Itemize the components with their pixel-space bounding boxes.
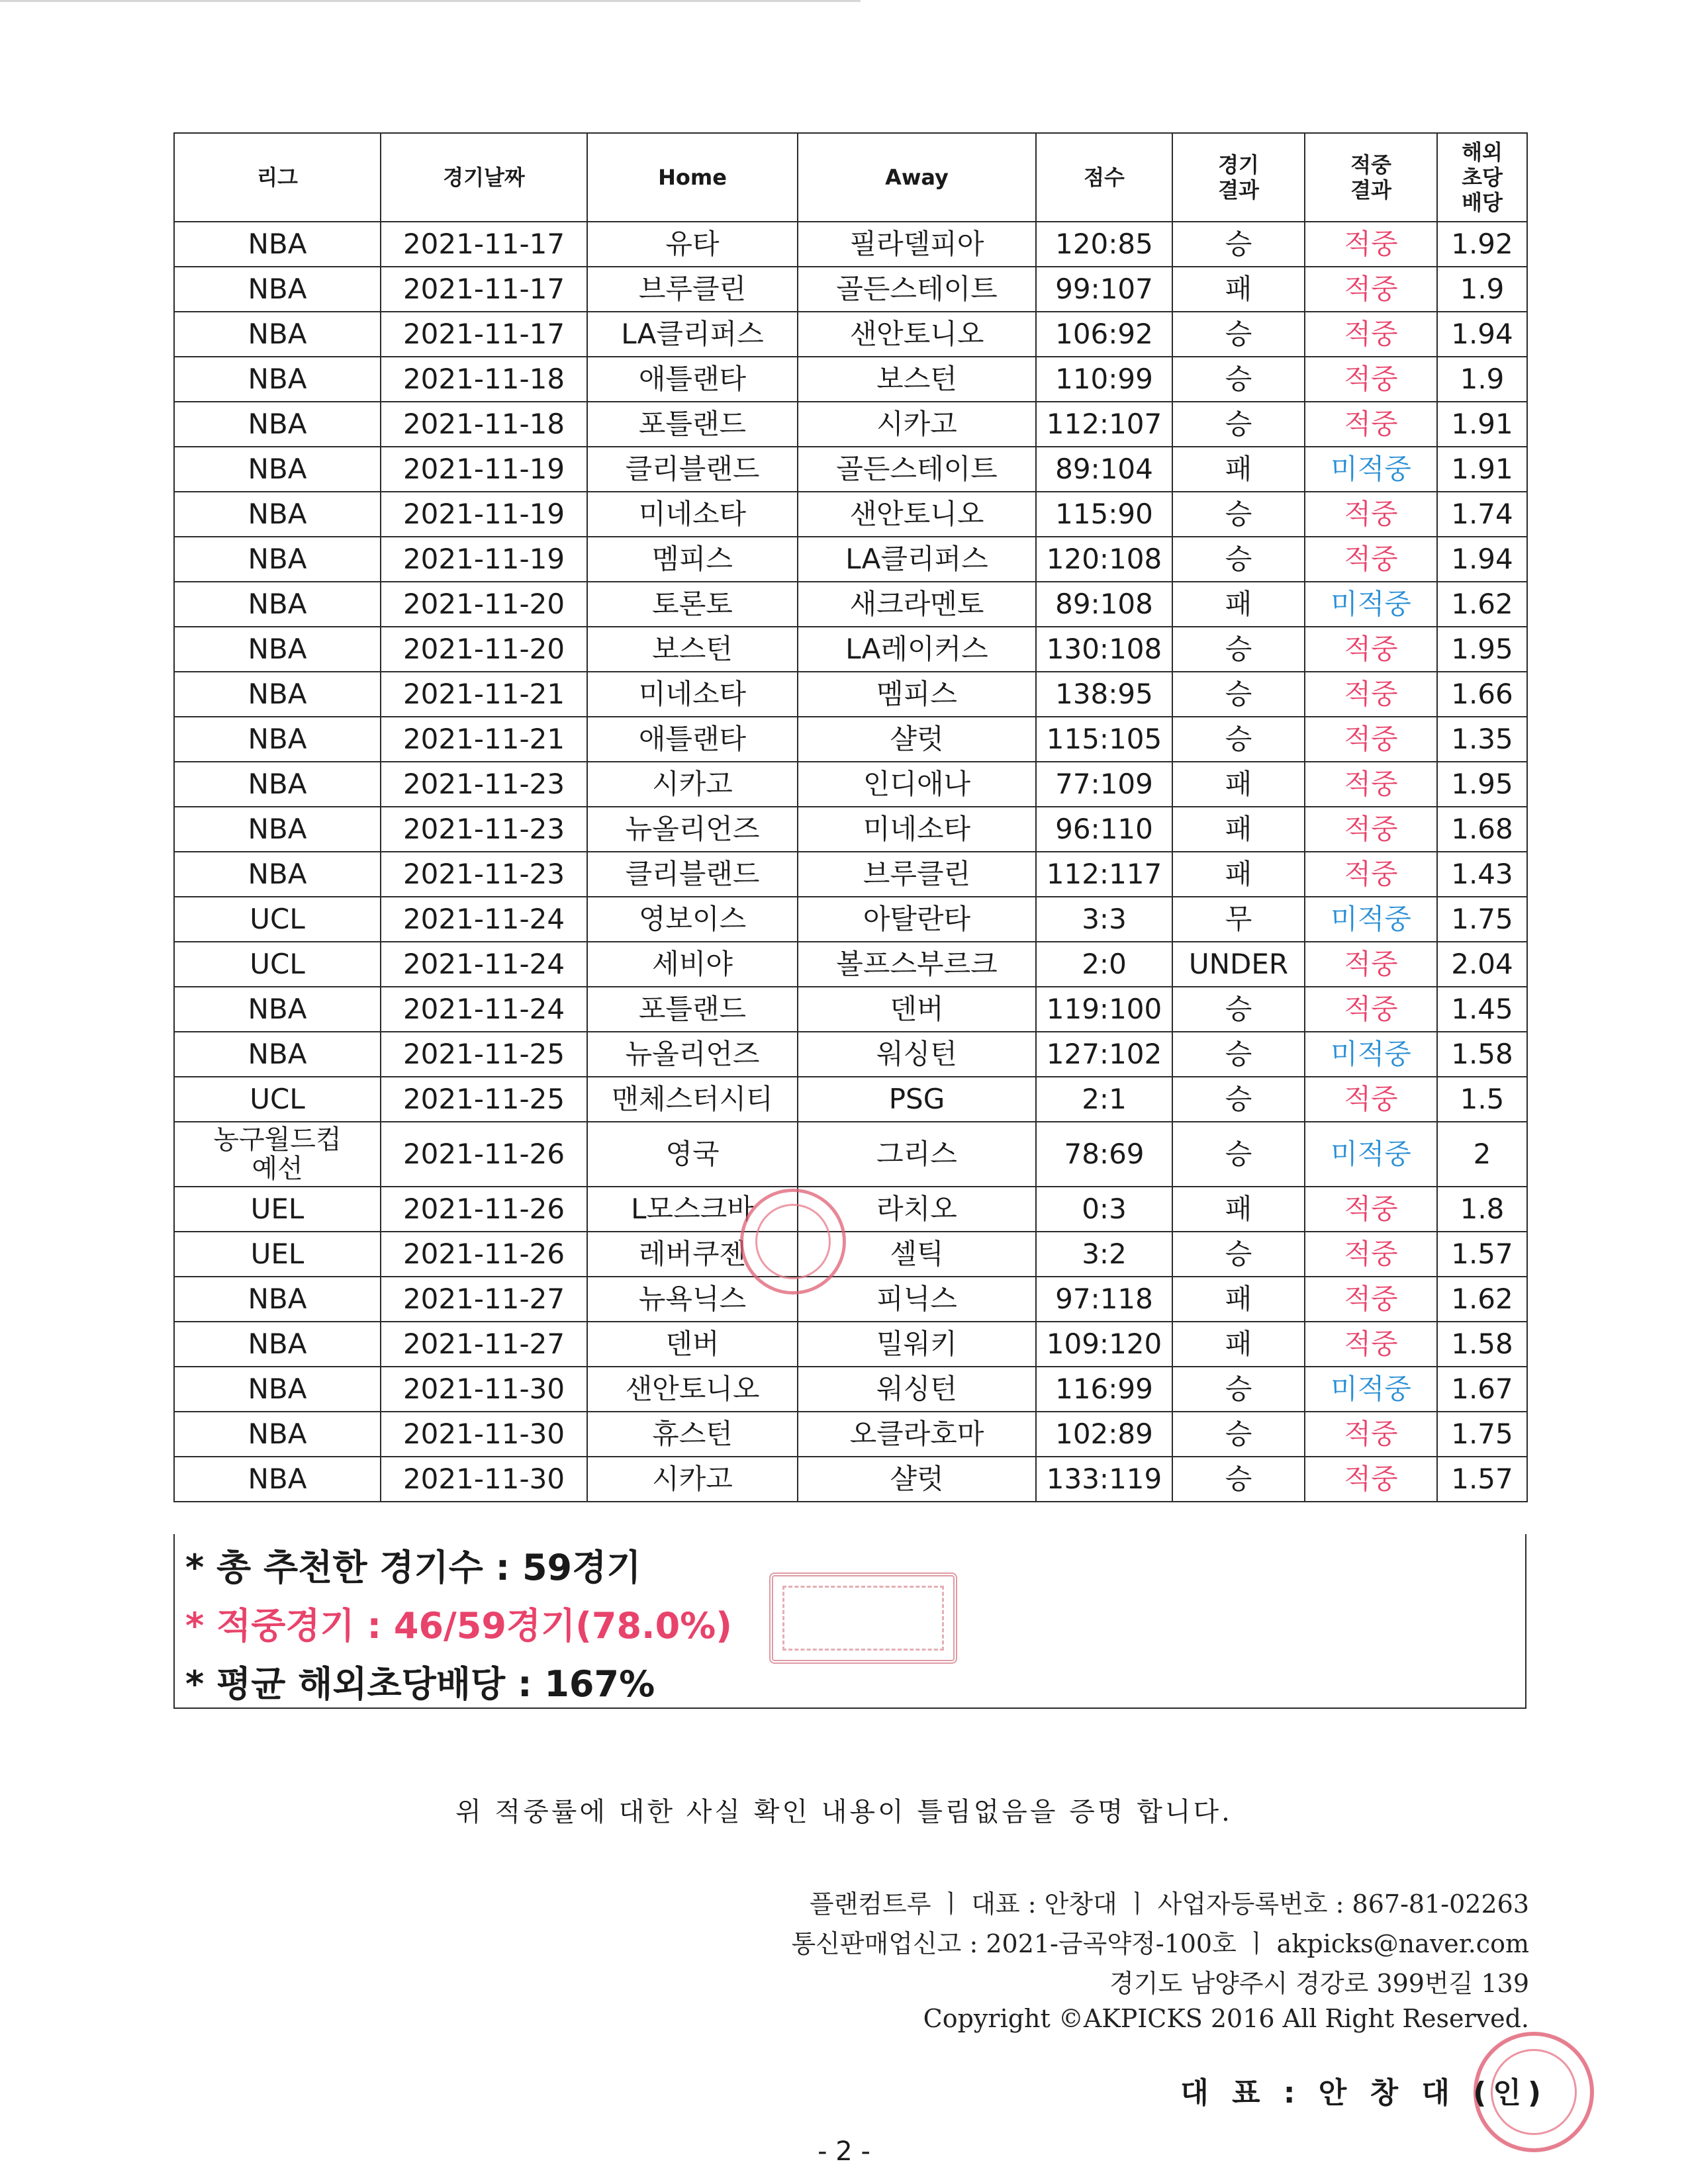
cell-odds: 1.68 — [1437, 807, 1527, 852]
footer-registration-email: 통신판매업신고 : 2021-금곡약정-100호 ㅣ akpicks@naver.com — [791, 1929, 1529, 1958]
cell-date: 2021-11-30 — [381, 1412, 587, 1457]
table-row — [174, 1032, 1527, 1077]
cell-date: 2021-11-26 — [381, 1232, 587, 1277]
cell-hit: 적중 — [1305, 1277, 1437, 1322]
cell-league: NBA — [174, 222, 381, 267]
cell-score: 89:108 — [1036, 582, 1172, 627]
cell-score: 109:120 — [1036, 1322, 1172, 1367]
cell-away: 워싱턴 — [798, 1032, 1036, 1077]
cell-hit: 적중 — [1305, 267, 1437, 312]
cell-league: NBA — [174, 267, 381, 312]
cell-result: 승 — [1172, 402, 1305, 447]
cell-date: 2021-11-21 — [381, 672, 587, 717]
cell-date: 2021-11-25 — [381, 1077, 587, 1122]
cell-result: 패 — [1172, 852, 1305, 897]
cell-hit: 적중 — [1305, 762, 1437, 807]
table-row — [174, 1322, 1527, 1367]
cell-odds: 1.58 — [1437, 1322, 1527, 1367]
cell-score: 3:3 — [1036, 897, 1172, 942]
cell-away: 미네소타 — [798, 807, 1036, 852]
cell-hit: 적중 — [1305, 312, 1437, 357]
cell-home: 덴버 — [587, 1322, 798, 1367]
cell-odds: 1.35 — [1437, 717, 1527, 762]
cell-hit: 적중 — [1305, 1457, 1437, 1502]
cell-odds: 1.74 — [1437, 492, 1527, 537]
cell-odds: 1.92 — [1437, 222, 1527, 267]
cell-hit: 적중 — [1305, 1232, 1437, 1277]
scan-top-line — [0, 0, 861, 2]
cell-date: 2021-11-17 — [381, 312, 587, 357]
cell-score: 112:107 — [1036, 402, 1172, 447]
cell-score: 2:1 — [1036, 1077, 1172, 1122]
certification-statement: 위 적중률에 대한 사실 확인 내용이 틀림없음을 증명 합니다. — [455, 1797, 1233, 1827]
summary-total-games: * 총 추천한 경기수 : 59경기 — [185, 1547, 641, 1588]
cell-date: 2021-11-30 — [381, 1367, 587, 1412]
cell-hit: 적중 — [1305, 537, 1437, 582]
cell-league: NBA — [174, 987, 381, 1032]
table-row — [174, 312, 1527, 357]
cell-home: 유타 — [587, 222, 798, 267]
cell-odds: 1.95 — [1437, 762, 1527, 807]
cell-score: 112:117 — [1036, 852, 1172, 897]
cell-away: 덴버 — [798, 987, 1036, 1032]
table-row — [174, 672, 1527, 717]
cell-score: 127:102 — [1036, 1032, 1172, 1077]
cell-home: 애틀랜타 — [587, 717, 798, 762]
cell-away: 인디애나 — [798, 762, 1036, 807]
cell-result: 승 — [1172, 672, 1305, 717]
cell-score: 0:3 — [1036, 1187, 1172, 1232]
cell-date: 2021-11-21 — [381, 717, 587, 762]
cell-away: 골든스테이트 — [798, 447, 1036, 492]
square-stamp-icon — [769, 1572, 957, 1664]
cell-away: 골든스테이트 — [798, 267, 1036, 312]
cell-home: 토론토 — [587, 582, 798, 627]
cell-home: 보스턴 — [587, 627, 798, 672]
cell-score: 106:92 — [1036, 312, 1172, 357]
header-hit: 적중 결과 — [1305, 133, 1437, 222]
cell-result: 패 — [1172, 1322, 1305, 1367]
table-row — [174, 942, 1527, 987]
page-number: - 2 - — [818, 2136, 870, 2167]
cell-league: NBA — [174, 447, 381, 492]
cell-away: LA클리퍼스 — [798, 537, 1036, 582]
header-date: 경기날짜 — [381, 133, 587, 222]
cell-league: UCL — [174, 1077, 381, 1122]
cell-result: 패 — [1172, 1277, 1305, 1322]
cell-odds: 1.94 — [1437, 312, 1527, 357]
cell-home: 시카고 — [587, 1457, 798, 1502]
cell-away: 볼프스부르크 — [798, 942, 1036, 987]
header-league: 리그 — [174, 133, 381, 222]
cell-odds: 1.91 — [1437, 447, 1527, 492]
cell-away: 피닉스 — [798, 1277, 1036, 1322]
cell-score: 115:105 — [1036, 717, 1172, 762]
table-row — [174, 1412, 1527, 1457]
cell-league: NBA — [174, 1457, 381, 1502]
cell-result: 승 — [1172, 1032, 1305, 1077]
cell-league: NBA — [174, 357, 381, 402]
cell-away: 그리스 — [798, 1122, 1036, 1187]
header-result: 경기 결과 — [1172, 133, 1305, 222]
cell-league: NBA — [174, 762, 381, 807]
cell-result: 승 — [1172, 222, 1305, 267]
cell-date: 2021-11-18 — [381, 357, 587, 402]
cell-date: 2021-11-24 — [381, 897, 587, 942]
cell-league: NBA — [174, 1032, 381, 1077]
cell-odds: 1.5 — [1437, 1077, 1527, 1122]
cell-hit: 미적중 — [1305, 1367, 1437, 1412]
cell-result: 패 — [1172, 762, 1305, 807]
table-row — [174, 1277, 1527, 1322]
cell-hit: 적중 — [1305, 807, 1437, 852]
cell-hit: 적중 — [1305, 717, 1437, 762]
cell-score: 119:100 — [1036, 987, 1172, 1032]
cell-away: 샬럿 — [798, 1457, 1036, 1502]
cell-score: 3:2 — [1036, 1232, 1172, 1277]
results-table — [173, 132, 1528, 1502]
table-row — [174, 1077, 1527, 1122]
table-row — [174, 1232, 1527, 1277]
cell-away: 필라델피아 — [798, 222, 1036, 267]
representative-signature: 대 표 : 안 창 대 (인) — [1180, 2076, 1548, 2110]
cell-odds: 1.95 — [1437, 627, 1527, 672]
table-row — [174, 762, 1527, 807]
cell-odds: 1.66 — [1437, 672, 1527, 717]
cell-away: 보스턴 — [798, 357, 1036, 402]
cell-league: NBA — [174, 1277, 381, 1322]
cell-odds: 1.62 — [1437, 1277, 1527, 1322]
cell-away: 밀워키 — [798, 1322, 1036, 1367]
cell-home: LA클리퍼스 — [587, 312, 798, 357]
footer-address: 경기도 남양주시 경강로 399번길 139 — [1109, 1969, 1529, 1998]
cell-result: 승 — [1172, 717, 1305, 762]
cell-away: 브루클린 — [798, 852, 1036, 897]
cell-odds: 1.58 — [1437, 1032, 1527, 1077]
cell-result: 승 — [1172, 1412, 1305, 1457]
cell-result: 승 — [1172, 1122, 1305, 1187]
cell-hit: 적중 — [1305, 942, 1437, 987]
cell-league: UCL — [174, 942, 381, 987]
cell-score: 78:69 — [1036, 1122, 1172, 1187]
cell-result: 승 — [1172, 1077, 1305, 1122]
cell-odds: 1.75 — [1437, 1412, 1527, 1457]
cell-away: 새크라멘토 — [798, 582, 1036, 627]
cell-away: 멤피스 — [798, 672, 1036, 717]
cell-score: 116:99 — [1036, 1367, 1172, 1412]
cell-hit: 적중 — [1305, 492, 1437, 537]
table-body — [174, 222, 1527, 1502]
cell-date: 2021-11-17 — [381, 222, 587, 267]
cell-home: 포틀랜드 — [587, 987, 798, 1032]
cell-away: 셀틱 — [798, 1232, 1036, 1277]
summary-average-odds: * 평균 해외초당배당 : 167% — [185, 1663, 655, 1705]
cell-odds: 1.9 — [1437, 357, 1527, 402]
cell-home: 미네소타 — [587, 672, 798, 717]
cell-home: 클리블랜드 — [587, 852, 798, 897]
cell-home: 휴스턴 — [587, 1412, 798, 1457]
cell-home: 레버쿠젠 — [587, 1232, 798, 1277]
cell-odds: 1.94 — [1437, 537, 1527, 582]
header-away: Away — [798, 133, 1036, 222]
table-row — [174, 582, 1527, 627]
cell-date: 2021-11-26 — [381, 1122, 587, 1187]
cell-hit: 적중 — [1305, 672, 1437, 717]
cell-home: 뉴올리언즈 — [587, 1032, 798, 1077]
summary-hit-games: * 적중경기 : 46/59경기(78.0%) — [185, 1605, 732, 1647]
cell-odds: 1.62 — [1437, 582, 1527, 627]
cell-league: NBA — [174, 492, 381, 537]
cell-hit: 적중 — [1305, 1077, 1437, 1122]
cell-league: NBA — [174, 807, 381, 852]
cell-odds: 2 — [1437, 1122, 1527, 1187]
cell-odds: 1.43 — [1437, 852, 1527, 897]
table-row — [174, 1367, 1527, 1412]
cell-result: 승 — [1172, 1457, 1305, 1502]
cell-date: 2021-11-27 — [381, 1322, 587, 1367]
table-row — [174, 357, 1527, 402]
cell-date: 2021-11-24 — [381, 987, 587, 1032]
cell-odds: 1.57 — [1437, 1232, 1527, 1277]
cell-date: 2021-11-25 — [381, 1032, 587, 1077]
cell-result: 승 — [1172, 537, 1305, 582]
cell-home: 뉴올리언즈 — [587, 807, 798, 852]
cell-hit: 적중 — [1305, 357, 1437, 402]
cell-league: NBA — [174, 627, 381, 672]
cell-date: 2021-11-18 — [381, 402, 587, 447]
cell-score: 138:95 — [1036, 672, 1172, 717]
cell-home: 클리블랜드 — [587, 447, 798, 492]
header-home: Home — [587, 133, 798, 222]
cell-odds: 1.75 — [1437, 897, 1527, 942]
cell-score: 120:85 — [1036, 222, 1172, 267]
cell-home: 영국 — [587, 1122, 798, 1187]
cell-league: UCL — [174, 897, 381, 942]
cell-score: 130:108 — [1036, 627, 1172, 672]
cell-result: 승 — [1172, 357, 1305, 402]
cell-league: 농구월드컵 예선 — [174, 1122, 381, 1187]
cell-league: NBA — [174, 717, 381, 762]
cell-score: 110:99 — [1036, 357, 1172, 402]
cell-league: NBA — [174, 1322, 381, 1367]
cell-hit: 적중 — [1305, 1187, 1437, 1232]
cell-score: 102:89 — [1036, 1412, 1172, 1457]
cell-away: 라치오 — [798, 1187, 1036, 1232]
cell-date: 2021-11-30 — [381, 1457, 587, 1502]
cell-odds: 1.91 — [1437, 402, 1527, 447]
footer-copyright: Copyright ©AKPICKS 2016 All Right Reserved. — [923, 2004, 1529, 2033]
table-row — [174, 267, 1527, 312]
cell-hit: 적중 — [1305, 627, 1437, 672]
cell-odds: 1.67 — [1437, 1367, 1527, 1412]
cell-home: 맨체스터시티 — [587, 1077, 798, 1122]
cell-league: UEL — [174, 1232, 381, 1277]
cell-date: 2021-11-17 — [381, 267, 587, 312]
table-row — [174, 222, 1527, 267]
cell-away: 워싱턴 — [798, 1367, 1036, 1412]
cell-hit: 미적중 — [1305, 1032, 1437, 1077]
cell-league: NBA — [174, 537, 381, 582]
cell-hit: 미적중 — [1305, 582, 1437, 627]
cell-home: 포틀랜드 — [587, 402, 798, 447]
cell-hit: 적중 — [1305, 852, 1437, 897]
table-row — [174, 1457, 1527, 1502]
cell-league: UEL — [174, 1187, 381, 1232]
cell-hit: 적중 — [1305, 1412, 1437, 1457]
cell-hit: 적중 — [1305, 222, 1437, 267]
cell-away: PSG — [798, 1077, 1036, 1122]
cell-score: 96:110 — [1036, 807, 1172, 852]
cell-away: LA레이커스 — [798, 627, 1036, 672]
cell-home: 멤피스 — [587, 537, 798, 582]
table-row — [174, 807, 1527, 852]
cell-score: 133:119 — [1036, 1457, 1172, 1502]
cell-league: NBA — [174, 852, 381, 897]
cell-home: 미네소타 — [587, 492, 798, 537]
cell-score: 2:0 — [1036, 942, 1172, 987]
cell-date: 2021-11-20 — [381, 627, 587, 672]
cell-home: 영보이스 — [587, 897, 798, 942]
cell-away: 샬럿 — [798, 717, 1036, 762]
table-row — [174, 402, 1527, 447]
cell-league: NBA — [174, 1412, 381, 1457]
table-row — [174, 447, 1527, 492]
cell-odds: 1.45 — [1437, 987, 1527, 1032]
cell-hit: 미적중 — [1305, 1122, 1437, 1187]
cell-date: 2021-11-20 — [381, 582, 587, 627]
cell-hit: 적중 — [1305, 402, 1437, 447]
cell-odds: 1.57 — [1437, 1457, 1527, 1502]
cell-score: 97:118 — [1036, 1277, 1172, 1322]
table-row — [174, 537, 1527, 582]
cell-home: 애틀랜타 — [587, 357, 798, 402]
cell-away: 시카고 — [798, 402, 1036, 447]
header-odds: 해외 초당 배당 — [1437, 133, 1527, 222]
cell-score: 99:107 — [1036, 267, 1172, 312]
cell-odds: 1.9 — [1437, 267, 1527, 312]
cell-date: 2021-11-23 — [381, 762, 587, 807]
cell-odds: 1.8 — [1437, 1187, 1527, 1232]
cell-home: 샌안토니오 — [587, 1367, 798, 1412]
cell-away: 오클라호마 — [798, 1412, 1036, 1457]
cell-result: 패 — [1172, 807, 1305, 852]
cell-date: 2021-11-24 — [381, 942, 587, 987]
cell-league: NBA — [174, 402, 381, 447]
cell-date: 2021-11-23 — [381, 807, 587, 852]
cell-date: 2021-11-19 — [381, 537, 587, 582]
table-row — [174, 717, 1527, 762]
cell-league: NBA — [174, 672, 381, 717]
cell-score: 120:108 — [1036, 537, 1172, 582]
cell-league: NBA — [174, 312, 381, 357]
cell-result: 승 — [1172, 492, 1305, 537]
cell-result: 무 — [1172, 897, 1305, 942]
header-score: 점수 — [1036, 133, 1172, 222]
table-row — [174, 897, 1527, 942]
cell-hit: 미적중 — [1305, 447, 1437, 492]
cell-date: 2021-11-27 — [381, 1277, 587, 1322]
cell-away: 샌안토니오 — [798, 492, 1036, 537]
cell-home: L모스크바 — [587, 1187, 798, 1232]
table-row — [174, 852, 1527, 897]
cell-away: 샌안토니오 — [798, 312, 1036, 357]
cell-result: 패 — [1172, 1187, 1305, 1232]
cell-result: UNDER — [1172, 942, 1305, 987]
cell-home: 시카고 — [587, 762, 798, 807]
cell-result: 승 — [1172, 312, 1305, 357]
cell-score: 77:109 — [1036, 762, 1172, 807]
cell-date: 2021-11-23 — [381, 852, 587, 897]
cell-date: 2021-11-19 — [381, 447, 587, 492]
cell-league: NBA — [174, 1367, 381, 1412]
table-row — [174, 1187, 1527, 1232]
cell-league: NBA — [174, 582, 381, 627]
cell-home: 뉴욕닉스 — [587, 1277, 798, 1322]
table-row — [174, 627, 1527, 672]
cell-home: 세비야 — [587, 942, 798, 987]
cell-result: 패 — [1172, 447, 1305, 492]
footer-company-info: 플랜컴트루 ㅣ 대표 : 안창대 ㅣ 사업자등록번호 : 867-81-02263 — [809, 1889, 1529, 1919]
cell-home: 브루클린 — [587, 267, 798, 312]
cell-date: 2021-11-26 — [381, 1187, 587, 1232]
cell-result: 패 — [1172, 267, 1305, 312]
cell-away: 아탈란타 — [798, 897, 1036, 942]
cell-odds: 2.04 — [1437, 942, 1527, 987]
cell-result: 승 — [1172, 1367, 1305, 1412]
cell-score: 115:90 — [1036, 492, 1172, 537]
cell-result: 승 — [1172, 1232, 1305, 1277]
cell-hit: 적중 — [1305, 987, 1437, 1032]
table-row — [174, 1122, 1527, 1187]
cell-hit: 미적중 — [1305, 897, 1437, 942]
table-row — [174, 987, 1527, 1032]
table-header-row — [174, 133, 1527, 222]
cell-date: 2021-11-19 — [381, 492, 587, 537]
cell-score: 89:104 — [1036, 447, 1172, 492]
cell-result: 패 — [1172, 582, 1305, 627]
cell-hit: 적중 — [1305, 1322, 1437, 1367]
cell-result: 승 — [1172, 627, 1305, 672]
round-stamp-icon — [740, 1189, 846, 1295]
table-row — [174, 492, 1527, 537]
cell-result: 승 — [1172, 987, 1305, 1032]
